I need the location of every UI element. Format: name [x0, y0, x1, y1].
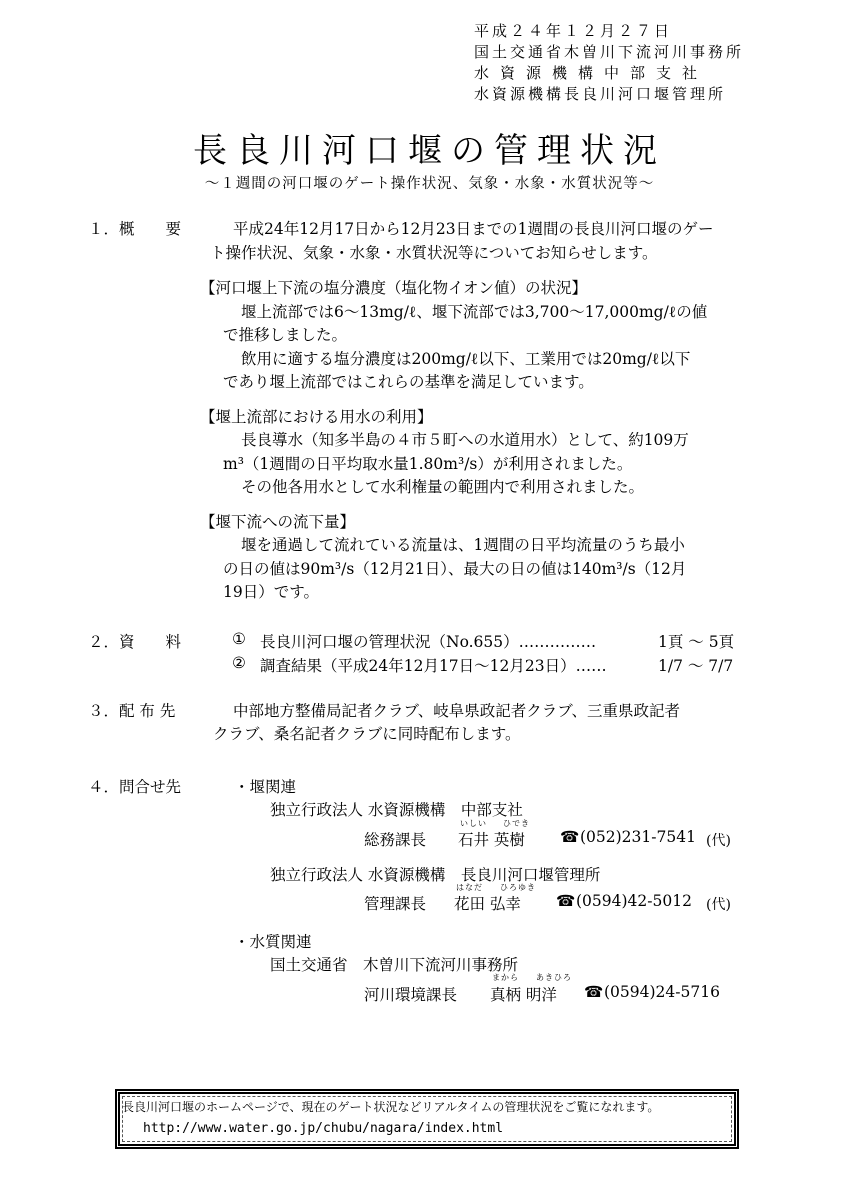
- flow-heading: 【堰下流への流下量】: [200, 513, 356, 531]
- salt-text-line4: であり堰上流部ではこれらの基準を満足しています。: [223, 373, 594, 391]
- contact-3-ruby-family: まから: [492, 973, 519, 982]
- page-title: 長良川河口堰の管理状況: [193, 131, 666, 171]
- distribution-text-line1: 中部地方整備局記者クラブ、岐阜県政記者クラブ、三重県政記者: [233, 702, 681, 720]
- section-distribution-heading: ３．配 布 先: [88, 702, 176, 720]
- salt-heading: 【河口堰上下流の塩分濃度（塩化物イオン値）の状況】: [200, 279, 588, 297]
- weir-contact-label: ・堰関連: [234, 778, 297, 796]
- material-2-title: 調査結果（平成24年12月17日～12月23日）……: [260, 657, 607, 675]
- material-2-pages: 1/7 ～ 7/7: [658, 657, 734, 675]
- overview-text-line2: ト操作状況、気象・水象・水質状況等についてお知らせします。: [210, 244, 658, 262]
- phone-icon: ☎: [584, 983, 604, 1001]
- flow-text-line3: 19日）です。: [223, 583, 319, 601]
- issuer-mlit: 国土交通省木曽川下流河川事務所: [474, 43, 745, 61]
- contact-1-name: 石井 英樹: [458, 831, 525, 849]
- issuer-jwa-chubu: 水資源機構中部支社: [474, 64, 709, 82]
- section-materials-heading: ２．資 料: [88, 633, 182, 651]
- water-use-text-line3: その他各用水として水利権量の範囲内で利用されました。: [241, 478, 645, 496]
- flow-text-line1: 堰を通過して流れている流量は、1週間の日平均流量のうち最小: [241, 536, 685, 554]
- contact-2-role: 管理課長: [364, 895, 427, 913]
- salt-text-line3: 飲用に適する塩分濃度は200mg/ℓ以下、工業用では20mg/ℓ以下: [241, 350, 691, 368]
- material-2-number: ②: [232, 654, 246, 672]
- material-1-pages: 1頁 ～ 5頁: [658, 633, 735, 651]
- salt-text-line1: 堰上流部では6～13mg/ℓ、堰下流部では3,700～17,000mg/ℓの値: [241, 303, 708, 321]
- homepage-notice-text: 長良川河口堰のホームページで、現在のゲート状況などリアルタイムの管理状況をご覧になれます。: [122, 1100, 660, 1114]
- contact-3-name: 真柄 明洋: [490, 986, 557, 1004]
- contact-3-phone[interactable]: (0594)24-5716: [604, 983, 720, 1001]
- water-use-text-line1: 長良導水（知多半島の４市５町への水道用水）として、約109万: [241, 431, 689, 449]
- distribution-text-line2: クラブ、桑名記者クラブに同時配布します。: [213, 725, 521, 743]
- contact-3-org: 国土交通省 木曽川下流河川事務所: [270, 956, 519, 974]
- contact-2-name: 花田 弘幸: [454, 895, 521, 913]
- water-quality-contact-label: ・水質関連: [234, 933, 312, 951]
- section-overview-heading: １．概 要: [88, 220, 182, 238]
- contact-2-org: 独立行政法人 水資源機構 長良川河口堰管理所: [270, 866, 601, 884]
- contact-2-ruby-family: はなだ: [456, 883, 483, 892]
- flow-text-line2: の日の値は90m³/s（12月21日）、最大の日の値は140m³/s（12月: [223, 560, 687, 578]
- homepage-url-link[interactable]: http://www.water.go.jp/chubu/nagara/index.html: [143, 1121, 504, 1136]
- contact-2-phone[interactable]: (0594)42-5012: [576, 892, 692, 910]
- overview-text-line1: 平成24年12月17日から12月23日までの1週間の長良川河口堰のゲー: [233, 220, 714, 238]
- contact-1-phone[interactable]: (052)231-7541: [580, 828, 696, 846]
- water-use-text-line2: m³（1週間の日平均取水量1.80m³/s）が利用されました。: [223, 455, 633, 473]
- material-1-title: 長良川河口堰の管理状況（No.655）……………: [260, 633, 597, 651]
- contact-1-org: 独立行政法人 水資源機構 中部支社: [270, 801, 523, 819]
- material-1-number: ①: [232, 630, 246, 648]
- contact-1-ruby-given: ひでき: [503, 819, 530, 828]
- page-subtitle: ～１週間の河口堰のゲート操作状況、気象・水象・水質状況等～: [204, 176, 655, 192]
- contact-1-phone-note: (代): [706, 833, 731, 849]
- phone-icon: ☎: [560, 828, 580, 846]
- release-date: 平成２４年１２月２７日: [474, 22, 673, 40]
- section-contact-heading: ４．問合せ先: [88, 778, 182, 796]
- contact-3-ruby-given: あきひろ: [536, 973, 572, 982]
- contact-1-role: 総務課長: [364, 831, 427, 849]
- issuer-jwa-nagara: 水資源機構長良川河口堰管理所: [474, 85, 727, 103]
- contact-1-ruby-family: いしい: [460, 819, 487, 828]
- salt-text-line2: で推移しました。: [223, 326, 348, 344]
- contact-2-ruby-given: ひろゆき: [500, 883, 536, 892]
- contact-2-phone-note: (代): [706, 897, 731, 913]
- contact-3-role: 河川環境課長: [364, 986, 458, 1004]
- water-use-heading: 【堰上流部における用水の利用】: [200, 408, 433, 426]
- phone-icon: ☎: [556, 892, 576, 910]
